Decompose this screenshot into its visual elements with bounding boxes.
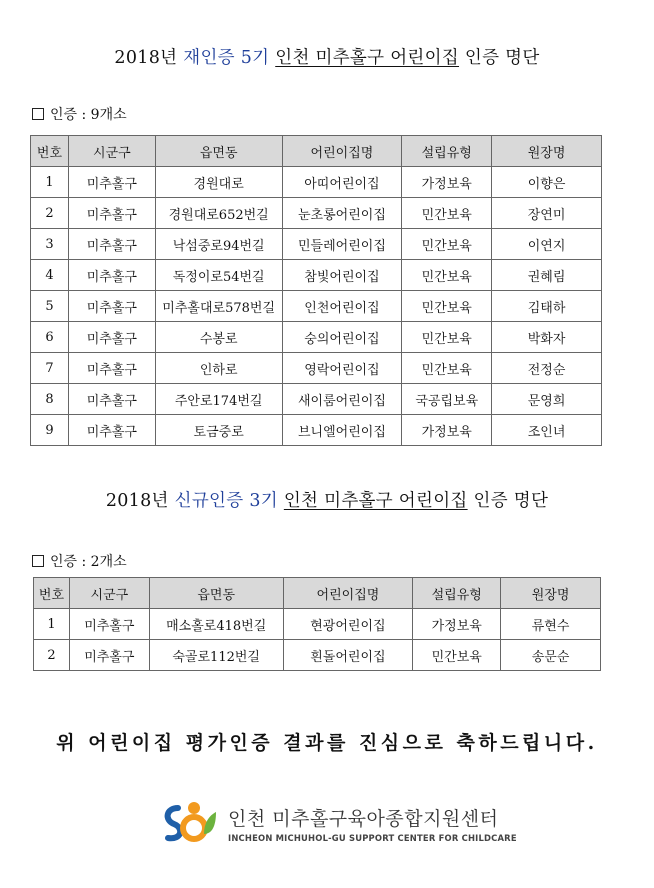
cell-no: 9 (31, 415, 69, 446)
table-header-row (31, 136, 602, 167)
header-district: 시군구 (68, 136, 155, 167)
cell-type: 가정보육 (402, 167, 492, 198)
cell-road: 토금중로 (155, 415, 282, 446)
footer-name-en: INCHEON MICHUHOL-GU SUPPORT CENTER FOR CHILDCARE (228, 832, 517, 843)
cell-type: 민간보육 (413, 640, 501, 671)
section1-count (32, 104, 127, 124)
cell-no: 3 (31, 229, 69, 260)
cell-district: 미추홀구 (68, 260, 155, 291)
cell-no: 1 (31, 167, 69, 198)
header-type: 설립유형 (413, 578, 501, 609)
table-row (31, 167, 602, 198)
cell-center-name: 숭의어린이집 (282, 322, 402, 353)
cell-center-name: 눈초롱어린이집 (282, 198, 402, 229)
cell-type: 가정보육 (402, 415, 492, 446)
cell-center-name: 영락어린이집 (282, 353, 402, 384)
cell-road: 미추홀대로578번길 (155, 291, 282, 322)
childcare-center-logo-icon (160, 798, 218, 848)
cell-director: 장연미 (492, 198, 602, 229)
table-reaccreditation (30, 135, 602, 446)
cell-no: 2 (31, 198, 69, 229)
header-no: 번호 (34, 578, 70, 609)
cell-district: 미추홀구 (68, 384, 155, 415)
header-center-name: 어린이집명 (283, 578, 413, 609)
cell-district: 미추홀구 (68, 198, 155, 229)
cell-no: 8 (31, 384, 69, 415)
cell-director: 송문순 (501, 640, 601, 671)
header-type: 설립유형 (402, 136, 492, 167)
header-road: 읍면동 (155, 136, 282, 167)
section2-underlined: 인천 미추홀구 어린이집 (283, 491, 468, 511)
section1-year: 2018년 (114, 48, 178, 68)
table-new-accreditation (33, 577, 601, 671)
table-row (31, 384, 602, 415)
cell-type: 민간보육 (402, 291, 492, 322)
cell-road: 주안로174번길 (155, 384, 282, 415)
section2-year: 2018년 (105, 491, 169, 511)
table-row (31, 198, 602, 229)
cell-type: 가정보육 (413, 609, 501, 640)
table2-body (34, 609, 601, 671)
cell-no: 7 (31, 353, 69, 384)
checkbox-square-icon (32, 555, 44, 567)
cell-road: 독정이로54번길 (155, 260, 282, 291)
cell-center-name: 브니엘어린이집 (282, 415, 402, 446)
header-center-name: 어린이집명 (282, 136, 402, 167)
cell-district: 미추홀구 (68, 415, 155, 446)
table1-body (31, 167, 602, 446)
cell-no: 2 (34, 640, 70, 671)
cell-type: 민간보육 (402, 260, 492, 291)
cell-road: 인하로 (155, 353, 282, 384)
header-no: 번호 (31, 136, 69, 167)
cell-center-name: 흰돌어린이집 (283, 640, 413, 671)
cell-director: 이연지 (492, 229, 602, 260)
cell-director: 이향은 (492, 167, 602, 198)
cell-center-name: 인천어린이집 (282, 291, 402, 322)
footer-text (228, 804, 517, 843)
table-row (31, 291, 602, 322)
section2-count-label: 인증 : 2개소 (50, 554, 127, 570)
table-row (34, 640, 601, 671)
cell-no: 1 (34, 609, 70, 640)
cell-district: 미추홀구 (68, 291, 155, 322)
section2-count (32, 551, 127, 571)
cell-no: 6 (31, 322, 69, 353)
cell-road: 낙섬중로94번길 (155, 229, 282, 260)
table-row (31, 353, 602, 384)
section2-title (0, 487, 654, 512)
header-district: 시군구 (69, 578, 149, 609)
cell-center-name: 참빛어린이집 (282, 260, 402, 291)
section1-count-label: 인증 : 9개소 (50, 107, 127, 123)
cell-district: 미추홀구 (68, 229, 155, 260)
table-row (31, 260, 602, 291)
cell-road: 매소홀로418번길 (149, 609, 283, 640)
cell-director: 조인녀 (492, 415, 602, 446)
table-row (31, 322, 602, 353)
cell-director: 문영희 (492, 384, 602, 415)
cell-no: 4 (31, 260, 69, 291)
cell-center-name: 현광어린이집 (283, 609, 413, 640)
section1-underlined: 인천 미추홀구 어린이집 (275, 48, 460, 68)
cell-district: 미추홀구 (68, 353, 155, 384)
cell-center-name: 아띠어린이집 (282, 167, 402, 198)
cell-director: 박화자 (492, 322, 602, 353)
table-row (31, 229, 602, 260)
cell-district: 미추홀구 (69, 640, 149, 671)
cell-center-name: 민들레어린이집 (282, 229, 402, 260)
cell-type: 민간보육 (402, 322, 492, 353)
cell-no: 5 (31, 291, 69, 322)
header-director: 원장명 (501, 578, 601, 609)
cell-type: 국공립보육 (402, 384, 492, 415)
cell-director: 전정순 (492, 353, 602, 384)
cell-district: 미추홀구 (69, 609, 149, 640)
header-road: 읍면동 (149, 578, 283, 609)
section1-suffix: 인증 명단 (464, 48, 540, 68)
cell-district: 미추홀구 (68, 167, 155, 198)
cell-type: 민간보육 (402, 198, 492, 229)
closing-message: 위 어린이집 평가인증 결과를 진심으로 축하드립니다. (56, 732, 598, 754)
cell-road: 수봉로 (155, 322, 282, 353)
section2-suffix: 인증 명단 (473, 491, 549, 511)
table-header-row (34, 578, 601, 609)
cell-director: 권혜림 (492, 260, 602, 291)
cell-type: 민간보육 (402, 353, 492, 384)
table-row (34, 609, 601, 640)
cell-director: 류현수 (501, 609, 601, 640)
cell-director: 김태하 (492, 291, 602, 322)
footer-name-kr: 인천 미추홀구육아종합지원센터 (228, 807, 499, 830)
section2-highlight: 신규인증 3기 (174, 491, 278, 511)
section1-highlight: 재인증 5기 (183, 48, 270, 68)
cell-center-name: 새이룸어린이집 (282, 384, 402, 415)
cell-district: 미추홀구 (68, 322, 155, 353)
header-director: 원장명 (492, 136, 602, 167)
section1-title (0, 44, 654, 69)
footer (160, 798, 517, 848)
cell-road: 경원대로 (155, 167, 282, 198)
cell-road: 숙골로112번길 (149, 640, 283, 671)
cell-type: 민간보육 (402, 229, 492, 260)
checkbox-square-icon (32, 108, 44, 120)
table-row (31, 415, 602, 446)
cell-road: 경원대로652번길 (155, 198, 282, 229)
